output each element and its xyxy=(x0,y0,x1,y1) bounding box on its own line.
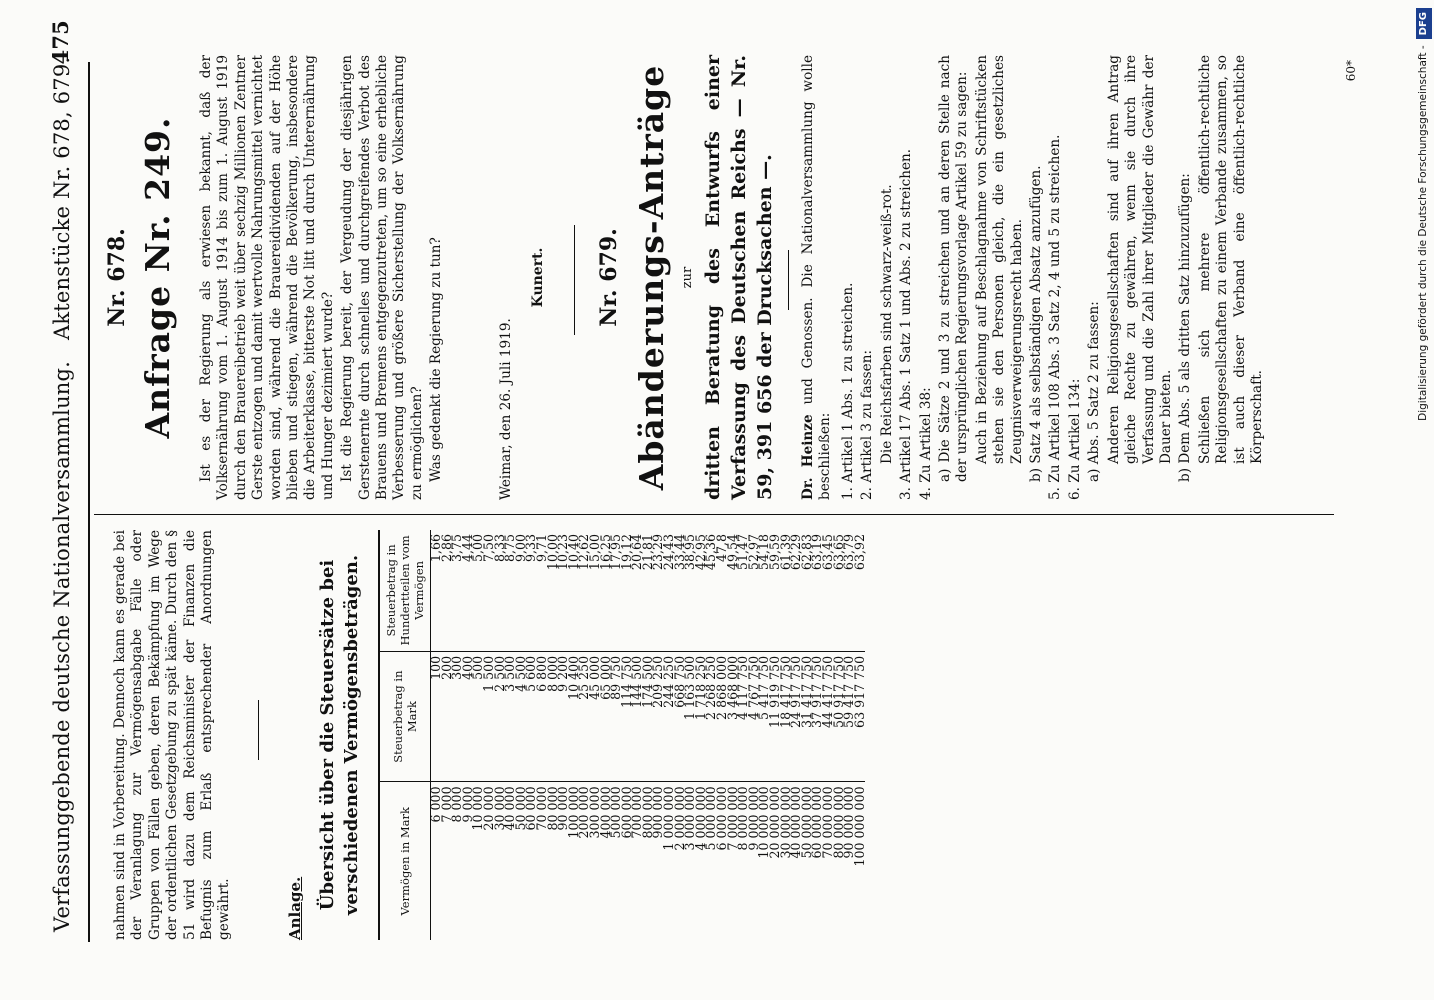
doc-divider xyxy=(574,225,575,335)
cell-hundertteile: 62,29 xyxy=(791,530,802,651)
table-row xyxy=(728,530,739,940)
cell-vermoegen: 100 000 000 xyxy=(851,786,867,867)
cell-vermoegen: 60 000 xyxy=(523,786,539,831)
cell-hundertteile: 1,66 xyxy=(431,530,442,651)
doc678-p3: Was gedenkt die Regierung zu tun? xyxy=(428,237,445,482)
cell-vermoegen: 500 000 xyxy=(608,786,624,839)
doc678-title: Anfrage Nr. 249. xyxy=(138,116,177,439)
cell-vermoegen: 600 000 xyxy=(618,786,634,839)
doc679-number: Nr. 679. xyxy=(596,228,622,327)
cell-vermoegen: 8 000 000 xyxy=(735,786,751,851)
cell-steuerbetrag: 1 718 250 xyxy=(696,651,707,782)
cell-hundertteile: 5,00 xyxy=(473,530,484,651)
cell-vermoegen: 20 000 000 xyxy=(767,786,782,859)
table-row xyxy=(516,530,527,940)
cell-hundertteile: 9,00 xyxy=(516,530,527,651)
table-row xyxy=(590,530,601,940)
table-row xyxy=(442,530,453,940)
cell-steuerbetrag: 500 xyxy=(473,651,484,782)
cell-vermoegen: 4 000 000 xyxy=(692,786,708,851)
tax-rate-table xyxy=(380,530,865,940)
table-row xyxy=(495,530,506,940)
amendment-item: 4. Zu Artikel 38: xyxy=(917,387,934,500)
cell-vermoegen: 80 000 000 xyxy=(830,786,846,859)
cell-hundertteile: 33,44 xyxy=(675,530,686,651)
cell-hundertteile: 7,50 xyxy=(484,530,495,651)
cell-steuerbetrag: 25 250 xyxy=(579,651,590,782)
cell-hundertteile: 49,54 xyxy=(728,530,739,651)
table-row xyxy=(759,530,770,940)
table-row xyxy=(653,530,664,940)
cell-hundertteile: 10,40 xyxy=(569,530,580,651)
short-divider xyxy=(258,700,259,760)
cell-hundertteile: 9,33 xyxy=(526,530,537,651)
cell-vermoegen: 8 000 xyxy=(449,786,465,823)
table-row xyxy=(601,530,612,940)
cell-hundertteile: 38,95 xyxy=(685,530,696,651)
cell-hundertteile: 21,81 xyxy=(643,530,654,651)
cell-vermoegen: 80 000 xyxy=(544,786,560,831)
table-title: Übersicht über die Steuersätze bei verschiedenen Vermögensbeträgen. xyxy=(317,554,362,916)
doc679-intro xyxy=(800,55,835,500)
table-row xyxy=(611,530,622,940)
doc678-number: Nr. 678. xyxy=(104,228,130,327)
column-divider xyxy=(94,514,1334,515)
cell-steuerbetrag: 4 767 750 xyxy=(749,651,760,782)
amendment-item: 1. Artikel 1 Abs. 1 zu streichen. xyxy=(840,282,856,500)
cell-steuerbetrag: 114 750 xyxy=(622,651,633,782)
cell-steuerbetrag: 89 750 xyxy=(611,651,622,782)
cell-steuerbetrag: 10 400 xyxy=(569,651,580,782)
cell-hundertteile: 45,36 xyxy=(706,530,717,651)
cell-vermoegen: 7 000 xyxy=(438,786,454,823)
col-header-steuerbetrag: Steuerbetrag in Mark xyxy=(380,651,431,782)
cell-steuerbetrag: 44 417 750 xyxy=(823,651,834,782)
table-row xyxy=(505,530,516,940)
table-row xyxy=(431,530,442,940)
cell-vermoegen: 10 000 xyxy=(470,786,486,831)
doc678-p1: Ist es der Regierung als erwiesen bekannt, daß der Volksernährung vom 1. August 1914 bis zum 1. August 1919 durch den Brauereibetrieb weit über sechzig Millionen Zentner Gerste entzogen und damit wertvolle Nahrungsmittel vernichtet worden sind, während die Brauereidividenden auf der Höhe blieben und stiegen, während die Bevölkerung, insbesondere die Arbeiterklasse, bitterste Not litt und durch Unterernährung und Hunger dezimiert wurde? xyxy=(198,55,336,500)
cell-hundertteile: 63,45 xyxy=(823,530,834,651)
table-row xyxy=(463,530,474,940)
cell-vermoegen: 100 000 xyxy=(565,786,581,839)
cell-vermoegen: 9 000 000 xyxy=(745,786,761,851)
cell-vermoegen: 400 000 xyxy=(597,786,613,839)
cell-vermoegen: 90 000 000 xyxy=(841,786,857,859)
amendment-item: Die Reichsfarben sind schwarz-weiß-rot. xyxy=(878,184,895,464)
cell-hundertteile: 63,79 xyxy=(844,530,855,651)
cell-vermoegen: 70 000 000 xyxy=(819,786,835,859)
cell-steuerbetrag: 2 868 000 xyxy=(717,651,728,782)
cell-steuerbetrag: 3 500 xyxy=(505,651,516,782)
cell-steuerbetrag: 5 600 xyxy=(526,651,537,782)
table-row xyxy=(770,530,781,940)
cell-hundertteile: 62,83 xyxy=(802,530,813,651)
amendment-item: Auch in Beziehung auf Beschlagnahme von Schriftstücken stehen sie den Personen gleich, die ein gesetzliches Zeugnisverweigerungsrecht haben. xyxy=(973,55,1025,464)
cell-steuerbetrag: 244 250 xyxy=(664,651,675,782)
cell-steuerbetrag: 668 750 xyxy=(675,651,686,782)
page-number: 475 xyxy=(48,20,73,65)
footer-mark: 60* xyxy=(1344,60,1358,82)
col-header-vermoegen: Vermögen in Mark xyxy=(380,782,431,940)
cell-steuerbetrag: 3 468 000 xyxy=(728,651,739,782)
cell-steuerbetrag: 100 xyxy=(431,651,442,782)
cell-vermoegen: 70 000 xyxy=(533,786,549,831)
cell-vermoegen: 800 000 xyxy=(639,786,655,839)
doc678-place-date: Weimar, den 26. Juli 1919. xyxy=(498,318,514,500)
cell-hundertteile: 12,62 xyxy=(579,530,590,651)
cell-hundertteile: 59,59 xyxy=(770,530,781,651)
dfg-logo: DFG xyxy=(1416,8,1432,39)
cell-steuerbetrag: 50 917 750 xyxy=(834,651,845,782)
table-row xyxy=(749,530,760,940)
cell-steuerbetrag: 400 xyxy=(463,651,474,782)
amendment-item: 5. Zu Artikel 108 Abs. 3 Satz 2, 4 und 5 zu streichen. xyxy=(1047,134,1064,500)
table-row xyxy=(781,530,792,940)
amendment-item: 3. Artikel 17 Abs. 1 Satz 1 und Abs. 2 zu streichen. xyxy=(898,148,915,500)
cell-vermoegen: 900 000 xyxy=(650,786,666,839)
doc679-intro-name: Dr. Heinze xyxy=(800,414,816,500)
cell-steuerbetrag: 300 xyxy=(452,651,463,782)
amendment-item: a) Abs. 5 Satz 2 zu fassen: xyxy=(1086,301,1103,482)
cell-hundertteile: 17,95 xyxy=(611,530,622,651)
amendment-item: 2. Artikel 3 zu fassen: xyxy=(859,349,876,500)
cell-hundertteile: 51,47 xyxy=(738,530,749,651)
amendment-item: a) Die Sätze 2 und 3 zu streichen und an deren Stelle nach der ursprünglichen Regierungsvorlage Artikel 59 zu sagen: xyxy=(937,55,971,482)
cell-hundertteile: 24,43 xyxy=(664,530,675,651)
cell-steuerbetrag: 18 417 750 xyxy=(781,651,792,782)
cell-vermoegen: 90 000 xyxy=(555,786,571,831)
cell-steuerbetrag: 63 917 750 xyxy=(855,651,866,782)
table-row xyxy=(834,530,845,940)
cell-hundertteile: 42,95 xyxy=(696,530,707,651)
tax-table-body xyxy=(428,530,867,940)
header-rule xyxy=(88,62,90,942)
dfg-credit xyxy=(1412,8,1434,992)
cell-vermoegen: 1 000 000 xyxy=(661,786,677,851)
table-row xyxy=(675,530,686,940)
tax-table-wrapper xyxy=(378,530,865,940)
cell-vermoegen: 9 000 xyxy=(459,786,475,823)
cell-hundertteile: 52,97 xyxy=(749,530,760,651)
doc678-signature: Kunert. xyxy=(530,247,546,308)
amendment-list xyxy=(840,55,1268,500)
cell-steuerbetrag: 24 917 750 xyxy=(791,651,802,782)
cell-hundertteile: 20,64 xyxy=(632,530,643,651)
cell-hundertteile: 8,33 xyxy=(495,530,506,651)
cell-hundertteile: 9,71 xyxy=(537,530,548,651)
cell-hundertteile: 2,86 xyxy=(442,530,453,651)
cell-steuerbetrag: 6 800 xyxy=(537,651,548,782)
table-row xyxy=(717,530,728,940)
amendment-item: Anderen Religionsgesellschaften sind auf ihren Antrag gleiche Rechte zu gewähren, wenn sie durch ihre Verfassung und die Zahl ihrer Mitglieder die Gewähr der Dauer bieten. xyxy=(1105,55,1174,464)
cell-steuerbetrag: 5 417 750 xyxy=(759,651,770,782)
table-row xyxy=(738,530,749,940)
cell-hundertteile: 63,65 xyxy=(834,530,845,651)
cell-vermoegen: 60 000 000 xyxy=(809,786,825,859)
col-header-hundertteile: Steuerbetrag in Hundertteilen vom Vermögen xyxy=(380,530,431,651)
table-row xyxy=(685,530,696,940)
cell-steuerbetrag: 59 417 750 xyxy=(844,651,855,782)
cell-hundertteile: 10,23 xyxy=(558,530,569,651)
doc679-intro-rest: und Genossen. Die Nationalversammlung wolle beschließen: xyxy=(800,55,834,500)
cell-hundertteile: 63,92 xyxy=(855,530,866,651)
cell-vermoegen: 50 000 000 xyxy=(798,786,814,859)
cell-steuerbetrag: 8 000 xyxy=(548,651,559,782)
cell-steuerbetrag: 174 500 xyxy=(643,651,654,782)
anlage-label: Anlage. xyxy=(286,876,304,940)
cell-hundertteile: 15,00 xyxy=(590,530,601,651)
table-row xyxy=(484,530,495,940)
table-row xyxy=(696,530,707,940)
left-intro-paragraph: nahmen sind in Vorbereitung. Dennoch kann es gerade bei der Veranlagung zur Vermögensabgabe Fälle oder Gruppen von Fällen geben, deren Bekämpfung im Wege der ordentlichen Gesetzgebung zu spät käme. Durch den § 51 wird dazu dem Reichsminister der Finanzen die Befugnis zum Erlaß entsprechender Anordnungen gewährt. xyxy=(112,530,233,940)
cell-hundertteile: 3,75 xyxy=(452,530,463,651)
cell-steuerbetrag: 45 000 xyxy=(590,651,601,782)
table-row xyxy=(569,530,580,940)
table-row xyxy=(579,530,590,940)
cell-vermoegen: 40 000 xyxy=(502,786,518,831)
running-header-left: Verfassunggebende deutsche Nationalversammlung. xyxy=(50,360,74,932)
cell-vermoegen: 3 000 000 xyxy=(682,786,698,851)
table-row xyxy=(548,530,559,940)
cell-hundertteile: 63,19 xyxy=(812,530,823,651)
table-row xyxy=(706,530,717,940)
table-row xyxy=(537,530,548,940)
running-header-right: Aktenstücke Nr. 678, 679. xyxy=(50,56,74,340)
table-row xyxy=(791,530,802,940)
amendment-item: b) Dem Abs. 5 als dritten Satz hinzuzufügen: xyxy=(1177,173,1194,482)
cell-vermoegen: 40 000 000 xyxy=(788,786,804,859)
cell-vermoegen: 6 000 xyxy=(428,786,443,823)
cell-steuerbetrag: 11 919 750 xyxy=(770,651,781,782)
cell-hundertteile: 47,8 xyxy=(717,530,728,651)
cell-vermoegen: 50 000 xyxy=(512,786,528,831)
doc678-p2: Ist die Regierung bereit, der Vergeudung der diesjährigen Gerstenernte durch schnelles und durchgreifendes Verbot des Brauens und Bremens entgegenzutreten, um so eine erhebliche Verbesserung und größere Sicherstellung der Volksernährung zu ermöglichen? xyxy=(339,55,425,500)
doc679-zur: zur xyxy=(680,266,695,289)
cell-steuerbetrag: 2 268 250 xyxy=(706,651,717,782)
cell-steuerbetrag: 200 xyxy=(442,651,453,782)
cell-hundertteile: 10,00 xyxy=(548,530,559,651)
cell-hundertteile: 4,44 xyxy=(463,530,474,651)
cell-steuerbetrag: 2 500 xyxy=(495,651,506,782)
cell-steuerbetrag: 65 000 xyxy=(601,651,612,782)
cell-steuerbetrag: 1 163 500 xyxy=(685,651,696,782)
cell-hundertteile: 16,25 xyxy=(601,530,612,651)
cell-hundertteile: 61,39 xyxy=(781,530,792,651)
cell-vermoegen: 7 000 000 xyxy=(724,786,740,851)
cell-steuerbetrag: 144 500 xyxy=(632,651,643,782)
table-row xyxy=(844,530,855,940)
table-row xyxy=(632,530,643,940)
table-row xyxy=(452,530,463,940)
cell-vermoegen: 30 000 xyxy=(491,786,507,831)
table-row xyxy=(526,530,537,940)
amendment-item: 6. Zu Artikel 134: xyxy=(1066,378,1083,500)
cell-hundertteile: 8,75 xyxy=(505,530,516,651)
cell-steuerbetrag: 1 500 xyxy=(484,651,495,782)
cell-steuerbetrag: 4 500 xyxy=(516,651,527,782)
cell-vermoegen: 6 000 000 xyxy=(714,786,730,851)
cell-hundertteile: 23,29 xyxy=(653,530,664,651)
cell-vermoegen: 700 000 xyxy=(629,786,645,839)
doc679-title: Abänderungs-Anträge xyxy=(632,64,671,491)
table-row xyxy=(473,530,484,940)
cell-steuerbetrag: 31 417 750 xyxy=(802,651,813,782)
cell-vermoegen: 2 000 000 xyxy=(671,786,687,851)
cell-steuerbetrag: 209 250 xyxy=(653,651,664,782)
table-row xyxy=(664,530,675,940)
table-row xyxy=(643,530,654,940)
cell-steuerbetrag: 9 200 xyxy=(558,651,569,782)
doc679-subtitle: dritten Beratung des Entwurfs einer Verfassung des Deutschen Reichs — Nr. 59, 391 656 der Drucksachen —. xyxy=(702,55,776,500)
amendment-item: Schließen sich mehrere öffentlich-rechtliche Religionsgesellschaften zu einem Verbande zusammen, so ist auch dieser Verband eine öffentlich-rechtliche Körperschaft. xyxy=(1196,55,1265,464)
table-row xyxy=(558,530,569,940)
cell-vermoegen: 200 000 xyxy=(576,786,592,839)
dfg-credit-text: Digitalisierung gefördert durch die Deutsche Forschungsgemeinschaft - xyxy=(1417,45,1429,421)
dfg-credit-rotated xyxy=(1412,8,1434,992)
cell-steuerbetrag: 4 117 750 xyxy=(738,651,749,782)
cell-steuerbetrag: 37 917 750 xyxy=(812,651,823,782)
table-row xyxy=(812,530,823,940)
table-row xyxy=(622,530,633,940)
cell-vermoegen: 30 000 000 xyxy=(777,786,793,859)
cell-hundertteile: 19,12 xyxy=(622,530,633,651)
table-row xyxy=(823,530,834,940)
cell-vermoegen: 300 000 xyxy=(586,786,602,839)
doc679-short-rule xyxy=(788,250,789,310)
cell-vermoegen: 5 000 000 xyxy=(703,786,719,851)
amendment-item: b) Satz 4 als selbständigen Absatz anzufügen. xyxy=(1028,165,1045,482)
table-row xyxy=(802,530,813,940)
table-row xyxy=(855,530,866,940)
cell-vermoegen: 10 000 000 xyxy=(756,786,772,859)
cell-hundertteile: 54,18 xyxy=(759,530,770,651)
cell-vermoegen: 20 000 xyxy=(480,786,496,831)
doc678-paragraph-1 xyxy=(198,55,448,500)
